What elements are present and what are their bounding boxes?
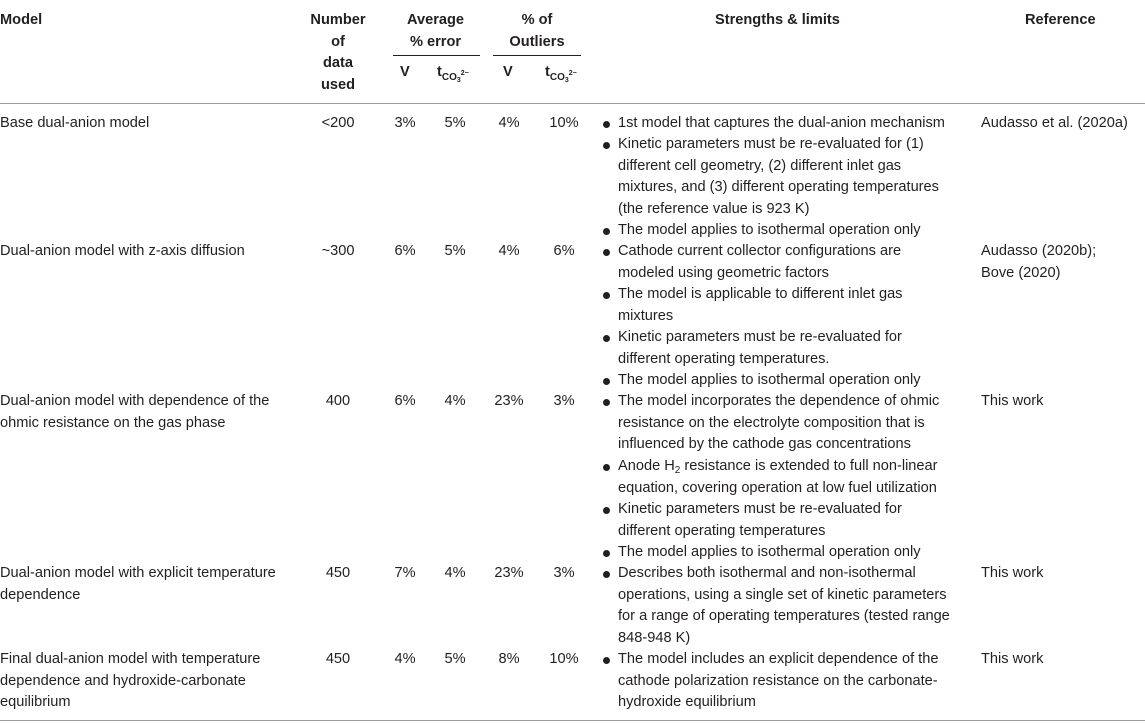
row-2-model: Dual-anion model with z-axis diffusion <box>0 243 245 259</box>
row-3-out-v: 23% <box>494 393 524 409</box>
bullet-icon <box>603 121 610 128</box>
row-5-out-v: 8% <box>498 651 520 667</box>
subheader-outliers-t: $t_{CO3}2-$ <box>545 64 577 84</box>
row-1-out-v: 4% <box>498 115 520 131</box>
row-5-out-t: 10% <box>549 651 579 667</box>
row-1-bullet-1: 1st model that captures the dual-anion mechanism <box>618 115 945 131</box>
header-reference: Reference <box>1025 12 1096 28</box>
row-2-n: ~300 <box>321 243 355 259</box>
bullet-icon <box>603 657 610 664</box>
subheader-rule-error <box>393 55 480 56</box>
row-3-out-t: 3% <box>553 393 575 409</box>
bullet-icon <box>603 550 610 557</box>
row-4-model: Dual-anion model with explicit temperature dependence <box>0 565 276 603</box>
row-3-err-v: 6% <box>394 393 416 409</box>
header-model: Model <box>0 12 43 28</box>
row-3-reference: This work <box>981 393 1044 409</box>
row-3-bullet-4: The model applies to isothermal operation only <box>618 544 921 560</box>
bullet-icon <box>603 335 610 342</box>
row-5-err-v: 4% <box>394 651 416 667</box>
header-strengths-limits: Strengths & limits <box>715 12 840 28</box>
row-3-bullet-2: Anode $H_2$ resistance is extended to full non-linear equation, covering operation at low fuel utilization <box>618 458 938 496</box>
row-3-bullet-1: The model incorporates the dependence of ohmic resistance on the electrolyte composition that is influenced by the cathode gas concentrations <box>618 393 940 452</box>
row-4-out-t: 3% <box>553 565 575 581</box>
row-1-err-t: 5% <box>444 115 466 131</box>
row-5-bullet-1: The model includes an explicit dependence of the cathode polarization resistance on the carbonate- hydroxide equilibrium <box>618 651 939 710</box>
row-5-model: Final dual-anion model with temperature dependence and hydroxide-carbonate equilibrium <box>0 651 261 710</box>
row-2-bullet-4: The model applies to isothermal operation only <box>618 372 921 388</box>
bullet-icon <box>603 249 610 256</box>
bullet-icon <box>603 142 610 149</box>
row-3-model: Dual-anion model with dependence of the ohmic resistance on the gas phase <box>0 393 270 431</box>
header-bottom-rule <box>0 103 1145 104</box>
subheader-error-v: V <box>400 64 410 80</box>
bullet-icon <box>603 399 610 406</box>
row-2-reference: Audasso (2020b); Bove (2020) <box>981 243 1097 281</box>
header-number-of-data: Number of data used <box>310 12 366 93</box>
row-5-err-t: 5% <box>444 651 466 667</box>
row-1-reference: Audasso et al. (2020a) <box>981 115 1128 131</box>
row-3-err-t: 4% <box>444 393 466 409</box>
row-1-err-v: 3% <box>394 115 416 131</box>
row-1-bullet-3: The model applies to isothermal operation only <box>618 222 921 238</box>
subheader-outliers-v: V <box>503 64 513 80</box>
row-4-err-t: 4% <box>444 565 466 581</box>
row-4-bullet-1: Describes both isothermal and non-isothermal operations, using a single set of kinetic parameters for a range of operating temperatures (tested range 848-948 K) <box>618 565 950 646</box>
row-1-model: Base dual-anion model <box>0 115 150 131</box>
bullet-icon <box>603 507 610 514</box>
row-4-err-v: 7% <box>394 565 416 581</box>
bullet-icon <box>603 571 610 578</box>
row-2-out-v: 4% <box>498 243 520 259</box>
row-2-err-t: 5% <box>444 243 466 259</box>
header-outliers: % of Outliers <box>509 12 565 50</box>
bullet-icon <box>603 378 610 385</box>
row-1-bullet-2: Kinetic parameters must be re-evaluated for (1) different cell geometry, (2) different inlet gas mixtures, and (3) different operating temperatures (the reference value is 923 K) <box>618 136 939 217</box>
table-bottom-rule <box>0 720 1145 721</box>
row-3-bullet-3: Kinetic parameters must be re-evaluated for different operating temperatures <box>618 501 902 539</box>
row-4-n: 450 <box>325 565 351 581</box>
row-3-n: 400 <box>325 393 351 409</box>
subheader-rule-outliers <box>493 55 581 56</box>
subheader-error-t: $t_{CO3}2-$ <box>437 64 469 84</box>
row-2-bullet-2: The model is applicable to different inlet gas mixtures <box>618 286 903 324</box>
row-4-out-v: 23% <box>494 565 524 581</box>
row-4-reference: This work <box>981 565 1044 581</box>
row-1-n: <200 <box>321 115 355 131</box>
row-5-reference: This work <box>981 651 1044 667</box>
row-1-out-t: 10% <box>549 115 579 131</box>
row-5-n: 450 <box>325 651 351 667</box>
bullet-icon <box>603 228 610 235</box>
header-average-error: Average % error <box>406 12 465 50</box>
bullet-icon <box>603 292 610 299</box>
row-2-err-v: 6% <box>394 243 416 259</box>
bullet-icon <box>603 464 610 471</box>
row-2-bullet-1: Cathode current collector configurations are modeled using geometric factors <box>618 243 902 281</box>
row-2-bullet-3: Kinetic parameters must be re-evaluated for different operating temperatures. <box>618 329 902 367</box>
row-2-out-t: 6% <box>553 243 575 259</box>
